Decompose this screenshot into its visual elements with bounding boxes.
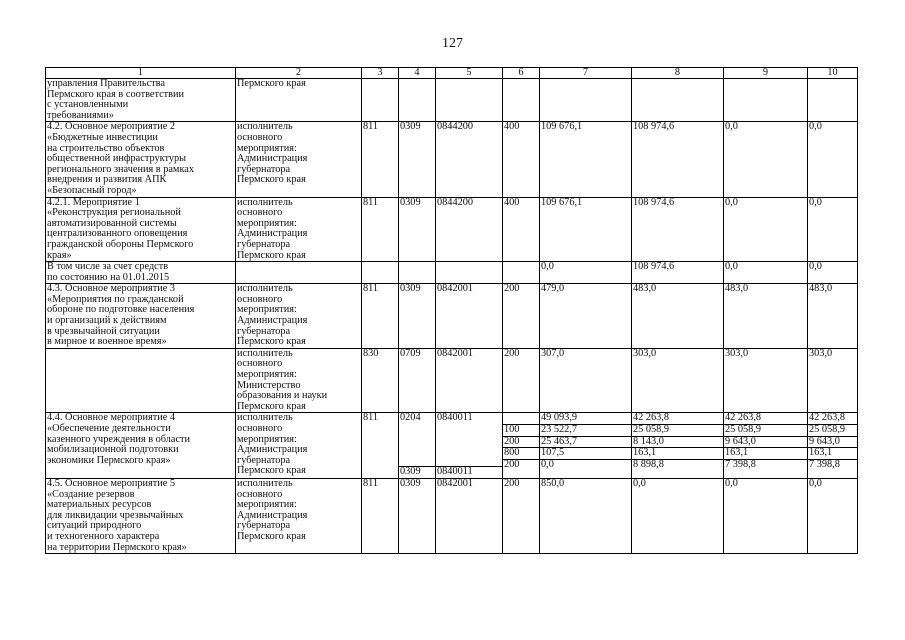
value: 0,0 [809,261,822,273]
value: 0,0 [809,478,822,489]
value: 400 [504,121,520,133]
line: Пермского края в соответствии [47,88,185,100]
cell-c8 [632,413,724,479]
line: 49 093,9 [541,412,578,424]
cell-c7 [540,79,632,122]
line: 0,0 [540,459,631,471]
table-row [46,348,858,413]
value: 811 [363,121,379,133]
value: 811 [363,197,379,208]
column-header: 8 [632,68,724,79]
value: 811 [363,283,379,295]
value: 811 [363,478,379,489]
line: Пермского края [237,465,306,477]
cell-c7 [540,413,632,479]
column-header: 1 [46,68,236,79]
value: 0842001 [437,283,474,295]
cell-c4 [399,413,436,479]
cell-c4 [399,284,436,349]
cell-name [46,262,236,284]
cell-c10 [808,262,858,284]
column-header: 3 [362,68,399,79]
cell-name [46,413,236,479]
line: губернатора [237,163,291,175]
line: Администрация [237,315,308,327]
value: 200 [504,348,520,359]
table-row [46,122,858,197]
line: 4.4. Основное мероприятие 4 [47,412,176,424]
line: 23 522,7 [540,424,631,436]
line: 9 643,0 [808,436,857,448]
cell-c5 [436,79,503,122]
cell-c4 [399,262,436,284]
cell-name [46,197,236,262]
line: Администрация [237,153,308,165]
value: 0,0 [809,197,822,208]
line: 25 058,9 [632,424,723,436]
cell-name [46,348,236,413]
value: 830 [363,348,379,359]
line: 42 263,8 [809,412,846,424]
line: 7 398,8 [808,459,857,471]
line: 4.5. Основное мероприятие 5 [47,478,176,489]
line: с установленными [47,99,129,111]
cell-c5 [436,284,503,349]
line: регионального значения в рамках [47,163,195,175]
cell-c8 [632,478,724,553]
cell-c10 [808,122,858,197]
cell-c6 [503,262,540,284]
line: в мирное и военное время» [47,336,167,348]
line: управления Правительства [47,78,165,89]
cell-c9 [724,284,808,349]
line: на территории Пермского края» [47,541,187,553]
line: 42 263,8 [725,412,762,424]
line: мероприятия: [237,142,297,154]
line: Пермского края [237,336,306,348]
line: для ликвидации чрезвычайных [47,509,184,521]
line: ситуаций природного [47,520,142,532]
column-header: 6 [503,68,540,79]
line: края» [47,249,72,261]
line: по состоянию на 01.01.2015 [47,271,170,283]
sub-lines [503,413,539,470]
cell-executor [236,413,362,479]
value: 850,0 [541,478,565,489]
cell-c7 [540,262,632,284]
cell-c3 [362,122,399,197]
value: 0309 [400,283,421,295]
cell-c10 [808,478,858,553]
cell-executor [236,197,362,262]
line: мероприятия: [237,433,297,445]
cell-c10 [808,413,858,479]
line: 4.3. Основное мероприятие 3 [47,283,176,295]
cell-executor [236,122,362,197]
line: основного [237,358,283,370]
line: и техногенного характера [47,530,160,542]
line: 25 058,9 [724,424,807,436]
value: 303,0 [809,348,833,359]
cell-name [46,79,236,122]
spacer [437,424,501,466]
table-row [46,197,858,262]
line: Пермского края [237,78,306,89]
line: мероприятия: [237,499,297,511]
cell-c6 [503,197,540,262]
line: и организаций к действиям [47,315,167,327]
value: 483,0 [633,283,657,295]
line: мероприятия: [237,217,297,229]
line: основного [237,488,283,500]
line: Пермского края [237,249,306,261]
cell-c6 [503,478,540,553]
cell-c8 [632,122,724,197]
cell-c6 [503,413,540,479]
cell-c3 [362,284,399,349]
sub-lines [808,413,857,470]
line: Администрация [237,228,308,240]
line: в чрезвычайной ситуации [47,325,160,337]
value: 0,0 [725,197,738,208]
value: 108 974,6 [633,197,675,208]
value: 0840011 [437,412,473,424]
cell-c10 [808,79,858,122]
value: 0,0 [809,121,822,133]
line: В том числе за счет средств [47,261,169,273]
value: 109 676,1 [541,121,583,133]
line: исполнитель [237,348,293,359]
line: казенного учреждения в области [47,433,191,445]
value: 811 [363,412,379,424]
cell-c3 [362,79,399,122]
sub-lines [632,413,723,470]
line: исполнитель [237,412,293,424]
value: 0,0 [725,478,738,489]
line: 25 463,7 [540,436,631,448]
cell-c7 [540,284,632,349]
cell-c8 [632,197,724,262]
cell-c7 [540,197,632,262]
value: 303,0 [633,348,657,359]
line: 42 263,8 [633,412,670,424]
cell-c3 [362,478,399,553]
sub-lines [724,413,807,470]
cell-name [46,284,236,349]
cell-c5 [436,478,503,553]
line: 4.2.1. Мероприятие 1 [47,197,140,208]
line: 4.2. Основное мероприятие 2 [47,121,176,133]
value: 0844200 [437,197,474,208]
value: 0,0 [725,261,738,273]
line: материальных ресурсов [47,499,152,511]
line: «Обеспечение деятельности [47,423,171,434]
cell-c6 [503,284,540,349]
table-row [46,478,858,553]
cell-c10 [808,197,858,262]
line: 8 898,8 [632,459,723,471]
cell-c3 [362,197,399,262]
value: 108 974,6 [633,121,675,133]
line: исполнитель [237,121,293,133]
line: «Создание резервов [47,488,135,500]
line: Министерство [237,379,301,391]
line: 9 643,0 [724,436,807,448]
cell-executor [236,348,362,413]
line: «Бюджетные инвестиции [47,131,158,143]
cell-c9 [724,122,808,197]
line: внедрения и развития АПК [47,174,167,186]
line: губернатора [237,238,291,250]
column-header: 7 [540,68,632,79]
cell-c8 [632,79,724,122]
cell-c9 [724,413,808,479]
cell-c6 [503,348,540,413]
cell-c10 [808,348,858,413]
line: 200 [503,459,539,471]
cell-c7 [540,478,632,553]
table-row [46,262,858,284]
value: 0,0 [633,478,646,489]
line: мобилизационной подготовки [47,444,179,456]
cell-c3 [362,413,399,479]
line: «Реконструкция региональной [47,207,181,219]
value: 0844200 [437,121,474,133]
cell-executor [236,478,362,553]
line: требованиями» [47,109,114,121]
table-row [46,79,858,122]
cell-c3 [362,262,399,284]
line: централизованного оповещения [47,228,188,240]
cell-c7 [540,348,632,413]
line: губернатора [237,520,291,532]
line: на строительство объектов [47,142,165,154]
cell-c5 [436,122,503,197]
value: 200 [504,283,520,295]
line: автоматизированной системы [47,217,177,229]
line: «Безопасный город» [47,184,137,196]
column-header: 10 [808,68,858,79]
cell-c5 [436,413,503,479]
value: 303,0 [725,348,749,359]
column-header: 2 [236,68,362,79]
line: 8 143,0 [632,436,723,448]
line: 7 398,8 [724,459,807,471]
spacer [400,424,434,466]
page-number: 127 [442,36,463,51]
table-row [46,413,858,479]
line [503,413,539,424]
cell-c9 [724,262,808,284]
cell-c4 [399,122,436,197]
line: общественной инфраструктуры [47,153,187,165]
line: 200 [503,436,539,448]
cell-c7 [540,122,632,197]
line: исполнитель [237,283,293,295]
sub-value: 0309 [399,466,435,478]
column-header: 4 [399,68,436,79]
value: 483,0 [725,283,749,295]
sub-lines [540,413,631,470]
cell-c9 [724,197,808,262]
cell-c4 [399,478,436,553]
cell-executor [236,284,362,349]
line: «Мероприятия по гражданской [47,293,184,305]
line: гражданской обороны Пермского [47,238,194,250]
table-row [46,284,858,349]
budget-table [45,67,858,554]
value: 479,0 [541,283,565,295]
line: основного [237,293,283,305]
line: мероприятия: [237,304,297,316]
column-header: 5 [436,68,503,79]
value: 0309 [400,121,421,133]
cell-c8 [632,284,724,349]
line: обороне по подготовке населения [47,304,195,316]
line: основного [237,207,283,219]
line: экономики Пермского края» [47,454,171,466]
cell-name [46,122,236,197]
line: Администрация [237,444,308,456]
line: 800 [503,447,539,459]
value: 0842001 [437,348,474,359]
value: 0204 [400,412,421,424]
value: 0,0 [725,121,738,133]
line: 163,1 [808,447,857,459]
cell-c9 [724,79,808,122]
cell-c10 [808,284,858,349]
cell-c8 [632,262,724,284]
line: исполнитель [237,197,293,208]
line: Пермского края [237,530,306,542]
cell-c8 [632,348,724,413]
cell-c3 [362,348,399,413]
cell-c9 [724,478,808,553]
line: Администрация [237,509,308,521]
line: 163,1 [724,447,807,459]
cell-c9 [724,348,808,413]
line: исполнитель [237,478,293,489]
value: 0309 [400,197,421,208]
value: 0,0 [541,261,554,273]
line: основного [237,423,283,434]
line: мероприятия: [237,369,297,381]
value: 483,0 [809,283,833,295]
line: образования и науки [237,390,328,402]
cell-c5 [436,197,503,262]
value: 0709 [400,348,421,359]
cell-c4 [399,197,436,262]
value: 400 [504,197,520,208]
line: 100 [503,424,539,436]
line: 25 058,9 [808,424,857,436]
cell-name [46,478,236,553]
cell-c5 [436,348,503,413]
value: 307,0 [541,348,565,359]
value: 0309 [400,478,421,489]
column-header: 9 [724,68,808,79]
sub-value: 0840011 [436,466,502,478]
value: 109 676,1 [541,197,583,208]
cell-c4 [399,79,436,122]
line: губернатора [237,325,291,337]
cell-executor [236,262,362,284]
line: 107,5 [540,447,631,459]
line: Пермского края [237,174,306,186]
cell-c6 [503,122,540,197]
line: 163,1 [632,447,723,459]
cell-c4 [399,348,436,413]
line: основного [237,131,283,143]
table-header-row [46,68,858,79]
cell-c6 [503,79,540,122]
line: Пермского края [237,400,306,412]
line: губернатора [237,454,291,466]
value: 0842001 [437,478,474,489]
value: 200 [504,478,520,489]
cell-executor [236,79,362,122]
value: 108 974,6 [633,261,675,273]
cell-c5 [436,262,503,284]
